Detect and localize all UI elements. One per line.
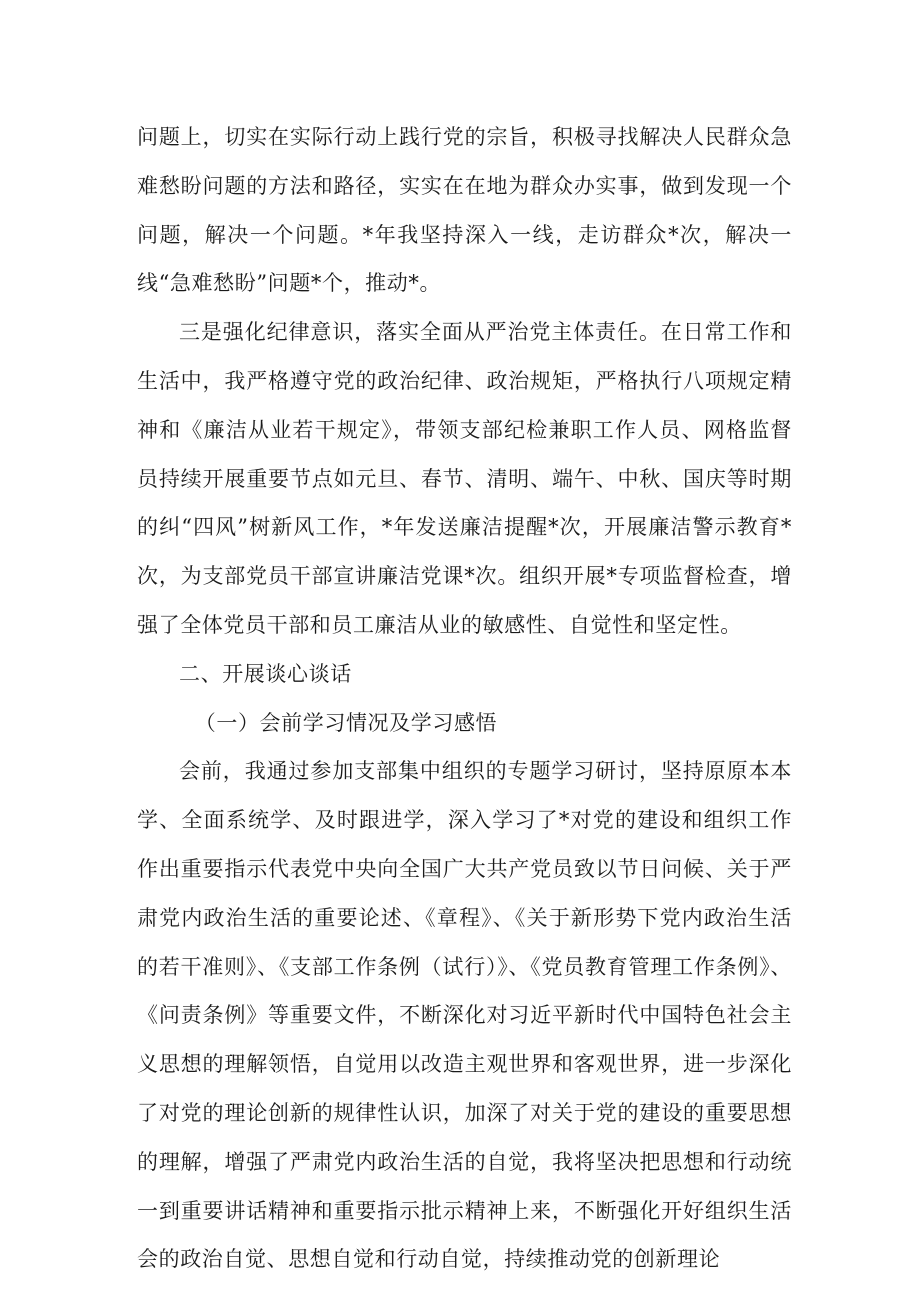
paragraph-discipline: 三是强化纪律意识，落实全面从严治党主体责任。在日常工作和生活中，我严格遵守党的政治纪律、政治规矩，严格执行八项规定精神和《廉洁从业若干规定》，带领支部纪检兼职工作人员、网格监督员持续开展重要节点如元旦、春节、清明、端午、中秋、国庆等时期的纠“四风”树新风工作，*年发送廉洁提醒*次，开展廉洁警示教育*次，为支部党员干部宣讲廉洁党课*次。组织开展*专项监督检查，增强了全体党员干部和员工廉洁从业的敏感性、自觉性和坚定性。 [137, 320, 792, 637]
document-body [137, 113, 792, 1284]
section-heading: 二、开展谈心谈话 [179, 661, 352, 686]
paragraph-continued: 问题上，切实在实际行动上践行党的宗旨，积极寻找解决人民群众急难愁盼问题的方法和路径，实实在在地为群众办实事，做到发现一个问题，解决一个问题。*年我坚持深入一线，走访群众*次，解决一线“急难愁盼”问题*个，推动*。 [137, 125, 792, 296]
paragraph-study: 会前，我通过参加支部集中组织的专题学习研讨，坚持原原本本学、全面系统学、及时跟进学，深入学习了*对党的建设和组织工作作出重要指示代表党中央向全国广大共产党员致以节日问候、关于严肃党内政治生活的重要论述、《章程》、《关于新形势下党内政治生活的若干准则》、《支部工作条例（试行）》、《党员教育管理工作条例》、《问责条例》等重要文件，不断深化对习近平新时代中国特色社会主义思想的理解领悟，自觉用以改造主观世界和客观世界，进一步深化了对党的理论创新的规律性认识，加深了对关于党的建设的重要思想的理解，增强了严肃党内政治生活的自觉，我将坚决把思想和行动统一到重要讲话精神和重要指示批示精神上来，不断强化开好组织生活会的政治自觉、思想自觉和行动自觉，持续推动党的创新理论 [137, 759, 792, 1272]
subsection-heading: （一）会前学习情况及学习感悟 [194, 710, 498, 735]
